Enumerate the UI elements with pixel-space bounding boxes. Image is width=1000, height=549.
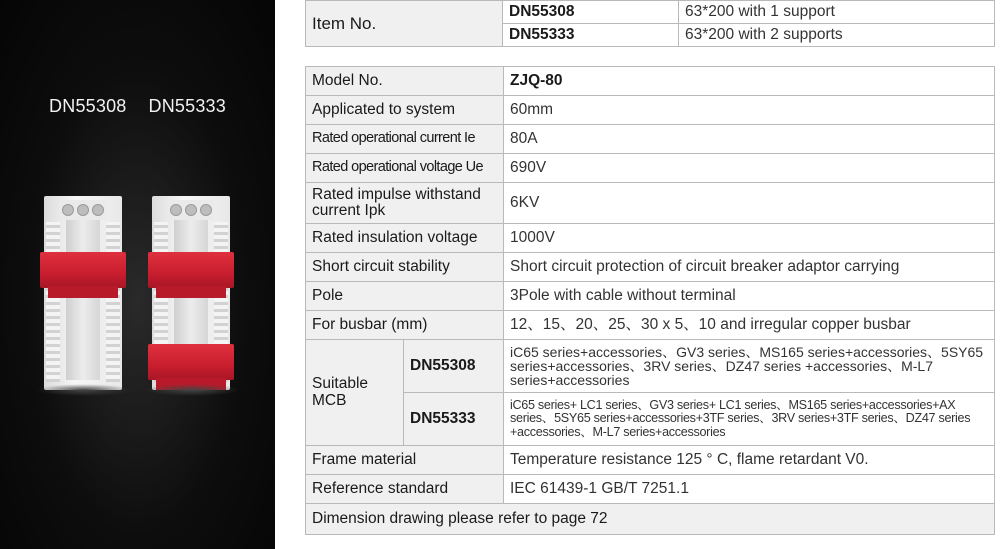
table-row <box>306 67 995 96</box>
table-row <box>306 504 995 535</box>
table-row <box>306 1 995 24</box>
spec-value: 3Pole with cable without terminal <box>504 282 995 311</box>
item-code: DN55333 <box>503 24 679 47</box>
table-row <box>306 393 995 446</box>
spec-label: Frame material <box>306 446 504 475</box>
table-row <box>306 340 995 393</box>
spec-value: 6KV <box>504 183 995 224</box>
spec-value: 690V <box>504 154 995 183</box>
spec-label: Applicated to system <box>306 96 504 125</box>
spec-value: ZJQ-80 <box>504 67 995 96</box>
table-row <box>306 183 995 224</box>
red-support-top <box>148 252 234 288</box>
spec-value: Short circuit protection of circuit breaker adaptor carrying <box>504 253 995 282</box>
spec-label: Short circuit stability <box>306 253 504 282</box>
mcb-value: iC65 series+ LC1 series、GV3 series+ LC1 series、MS165 series+accessories+AX series、5SY65 series+accessories+3TF series、3RV series+3TF series、DZ47 series +accessories、M-L7 series+accessories <box>504 393 995 446</box>
photo-code-2: DN55333 <box>148 96 226 116</box>
product-photo <box>0 0 275 549</box>
red-support <box>40 252 126 288</box>
mcb-code: DN55308 <box>404 340 504 393</box>
mcb-value: iC65 series+accessories、GV3 series、MS165 series+accessories、5SY65 series+accessories、3RV series、DZ47 series +accessories、M-L7 series+accessories <box>504 340 995 393</box>
terminal-screws <box>60 200 106 220</box>
spec-value: 1000V <box>504 224 995 253</box>
dimension-note: Dimension drawing please refer to page 72 <box>306 504 995 535</box>
spec-label: Rated operational current Ie <box>306 125 504 154</box>
spec-table <box>305 66 995 535</box>
item-desc: 63*200 with 1 support <box>679 1 995 24</box>
spec-label: Rated insulation voltage <box>306 224 504 253</box>
spec-value: 12、15、20、25、30 x 5、10 and irregular copper busbar <box>504 311 995 340</box>
table-row <box>306 224 995 253</box>
item-code: DN55308 <box>503 1 679 24</box>
mcb-code: DN55333 <box>404 393 504 446</box>
table-row <box>306 125 995 154</box>
mcb-label: Suitable MCB <box>306 340 404 446</box>
table-row <box>306 253 995 282</box>
spec-value: IEC 61439-1 GB/T 7251.1 <box>504 475 995 504</box>
table-row <box>306 154 995 183</box>
table-row <box>306 475 995 504</box>
spec-label: Reference standard <box>306 475 504 504</box>
photo-code-1: DN55308 <box>49 96 127 116</box>
spec-label: Model No. <box>306 67 504 96</box>
item-label: Item No. <box>306 1 503 47</box>
spec-label: For busbar (mm) <box>306 311 504 340</box>
item-table <box>305 0 995 47</box>
table-row <box>306 446 995 475</box>
spec-value: Temperature resistance 125 ° C, flame retardant V0. <box>504 446 995 475</box>
table-row <box>306 282 995 311</box>
table-row <box>306 311 995 340</box>
photo-codes <box>0 96 275 117</box>
red-support-bottom <box>148 344 234 380</box>
spec-value: 60mm <box>504 96 995 125</box>
busbar-adapter-1-support <box>44 196 122 390</box>
item-desc: 63*200 with 2 supports <box>679 24 995 47</box>
busbar-adapter-2-supports <box>152 196 230 390</box>
spec-label: Pole <box>306 282 504 311</box>
spec-label: Rated impulse withstand current Ipk <box>306 183 504 224</box>
spec-value: 80A <box>504 125 995 154</box>
spec-label: Rated operational voltage Ue <box>306 154 504 183</box>
table-row <box>306 96 995 125</box>
terminal-screws <box>168 200 214 220</box>
